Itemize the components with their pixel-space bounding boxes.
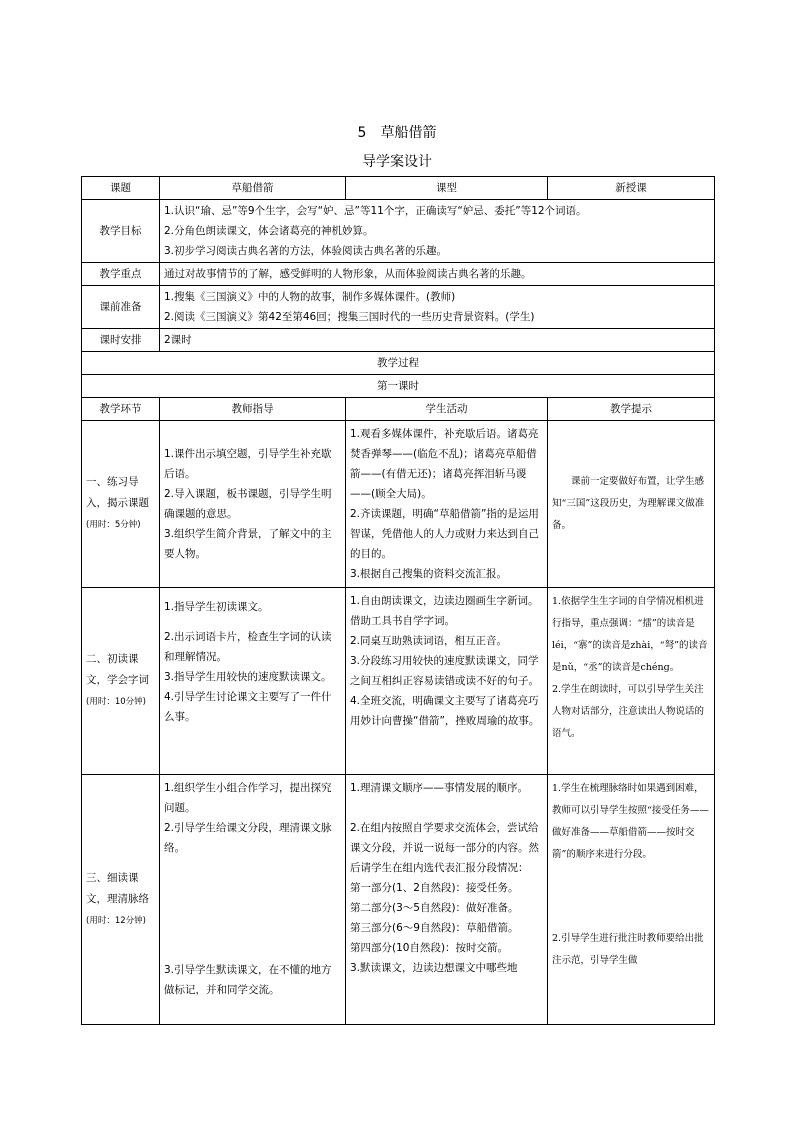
- student-item: 2.在组内按照自学要求交流体会，尝试给课文分段，并说一说每一部分的内容。然后请学生在组内选代表汇报分段情况：: [350, 822, 539, 874]
- col-student: 学生活动: [346, 398, 548, 421]
- teacher-item: 2.引导学生给课文分段，理清课文脉络。: [164, 822, 332, 854]
- teacher-cell: [160, 775, 346, 1025]
- col-teacher: 教师指导: [160, 398, 346, 421]
- prep-content: [160, 286, 715, 329]
- hint-item: 1.学生在梳理脉络时如果遇到困难，教师可以引导学生按照“接受任务——做好准备——草船借箭——按时交箭”的顺序来进行分段。: [552, 783, 709, 860]
- stage-title: 三、细读课文，理清脉络: [86, 871, 149, 905]
- student-item: 1.观看多媒体课件，补充歇后语。诸葛亮焚香弹琴——(临危不乱)；诸葛亮草船借箭——(有借无还)；诸葛亮挥泪斩马谡——(顾全大局)。: [350, 428, 539, 500]
- prep-item: 1.搜集《三国演义》中的人物的故事，制作多媒体课件。(教师): [164, 291, 456, 303]
- stage-row: [82, 775, 715, 1025]
- column-header-row: [82, 398, 715, 421]
- lesson-title: 第一课时: [82, 375, 715, 398]
- stage-time: (用时：12分钟): [86, 915, 146, 926]
- stage-cell: [82, 775, 160, 1025]
- hint-cell: [548, 588, 715, 775]
- stage-title: 二、初读课文，学会字词: [86, 653, 149, 686]
- teacher-cell: [160, 588, 346, 775]
- focus-label: 教学重点: [82, 263, 160, 286]
- process-title: 教学过程: [82, 352, 715, 375]
- focus-row: [82, 263, 715, 286]
- hours-content: 2课时: [160, 329, 715, 352]
- student-cell: [346, 588, 548, 775]
- process-title-row: [82, 352, 715, 375]
- student-cell: [346, 775, 548, 1025]
- student-item: 3.根据自己搜集的资料交流汇报。: [350, 568, 508, 580]
- header-row: [82, 177, 715, 200]
- student-cell: [346, 421, 548, 588]
- lesson-row: [82, 375, 715, 398]
- teacher-item: 1.课件出示填空题，引导学生补充歇后语。: [164, 448, 332, 480]
- col-hint: 教学提示: [548, 398, 715, 421]
- teacher-item: 3.引导学生默读课文，在不懂的地方做标记，并和同学交流。: [164, 964, 332, 996]
- goal-item: 1.认识“瑜、忌”等9个生字，会写“妒、忌”等11个字，正确读写“妒忌、委托”等12个词语。: [164, 205, 587, 217]
- goals-label: 教学目标: [82, 200, 160, 263]
- student-item: 第三部分(6～9自然段)：草船借箭。: [350, 922, 519, 934]
- document-title: 5 草船借箭: [357, 125, 437, 141]
- topic-label: 课题: [82, 177, 160, 200]
- teacher-item: 2.出示词语卡片，检查生字词的认读和理解情况。: [164, 631, 332, 663]
- hint-item: 1.依据学生生字词的自学情况相机进行指导，重点强调：“擂”的读音是léi，“寨”的读音是zhài，“弩”的读音是nǔ，“丞”的读音是chéng。: [552, 596, 708, 673]
- student-item: 第四部分(10自然段)：按时交箭。: [350, 942, 509, 954]
- spacer: [350, 798, 543, 818]
- hours-row: [82, 329, 715, 352]
- student-item: 2.齐读课题，明确“草船借箭”指的是运用智谋，凭借他人的人力或财力来达到自己的目的。: [350, 508, 539, 560]
- stage-cell: [82, 588, 160, 775]
- teacher-item: 4.引导学生讨论课文主要写了一件什么事。: [164, 691, 332, 723]
- hint-item: 2.引导学生进行批注时教师要给出批注示范，引导学生做: [552, 933, 704, 966]
- topic-value: 草船借箭: [160, 177, 346, 200]
- student-item: 2.同桌互助熟读词语，相互正音。: [350, 635, 508, 647]
- teacher-cell: [160, 421, 346, 588]
- teacher-item: 3.指导学生用较快的速度默读课文。: [164, 671, 332, 683]
- teacher-item: 1.指导学生初读课文。: [164, 601, 269, 613]
- hint-cell: [548, 775, 715, 1025]
- goal-item: 3.初步学习阅读古典名著的方法，体验阅读古典名著的乐趣。: [164, 245, 448, 257]
- goals-content: [160, 200, 715, 263]
- hours-label: 课时安排: [82, 329, 160, 352]
- document-subtitle: 导学案设计: [362, 154, 432, 170]
- teacher-item: 1.组织学生小组合作学习，提出探究问题。: [164, 782, 332, 814]
- student-item: 1.理清课文顺序——事情发展的顺序。: [350, 782, 529, 794]
- prep-item: 2.阅读《三国演义》第42至第46回；搜集三国时代的一些历史背景资料。(学生): [164, 311, 535, 323]
- stage-time: (用时：10分钟): [86, 697, 146, 707]
- student-item: 第一部分(1、2自然段)：接受任务。: [350, 882, 519, 894]
- student-item: 4.全班交流，明确课文主要写了诸葛亮巧用妙计向曹操“借箭”，挫败周瑜的故事。: [350, 695, 540, 727]
- prep-label: 课前准备: [82, 286, 160, 329]
- teacher-item: 3.组织学生简介背景，了解文中的主要人物。: [164, 528, 332, 560]
- type-value: 新授课: [548, 177, 715, 200]
- stage-time: (用时：5分钟): [86, 520, 141, 530]
- type-label: 课型: [346, 177, 548, 200]
- col-stage: 教学环节: [82, 398, 160, 421]
- hint-item: 2.学生在朗读时，可以引导学生关注人物对话部分，注意读出人物说话的语气。: [552, 684, 705, 739]
- student-item: 1.自由朗读课文，边读边圈画生字新词。借助工具书自学字词。: [350, 595, 539, 627]
- prep-row: [82, 286, 715, 329]
- lesson-plan-table: [81, 176, 715, 1025]
- goals-row: [82, 200, 715, 263]
- goal-item: 2.分角色朗读课文，体会诸葛亮的神机妙算。: [164, 225, 374, 237]
- stage-title: 一、练习导入，揭示课题: [86, 476, 149, 509]
- student-item: 3.分段练习用较快的速度默读课文，同学之间互相纠正容易读错或读不好的句子。: [350, 655, 539, 687]
- hint-item: 课前一定要做好布置，让学生感知“三国”这段历史，为理解课文做准备。: [552, 476, 705, 531]
- stage-row: [82, 588, 715, 775]
- stage-cell: [82, 421, 160, 588]
- focus-content: 通过对故事情节的了解，感受鲜明的人物形象，从而体验阅读古典名著的乐趣。: [160, 263, 715, 286]
- student-item: 3.默读课文，边读边想课文中哪些地: [350, 962, 518, 974]
- stage-row: [82, 421, 715, 588]
- teacher-item: 2.导入课题，板书课题，引导学生明确课题的意思。: [164, 488, 332, 520]
- hint-cell: [548, 421, 715, 588]
- student-item: 第二部分(3～5自然段)：做好准备。: [350, 902, 519, 914]
